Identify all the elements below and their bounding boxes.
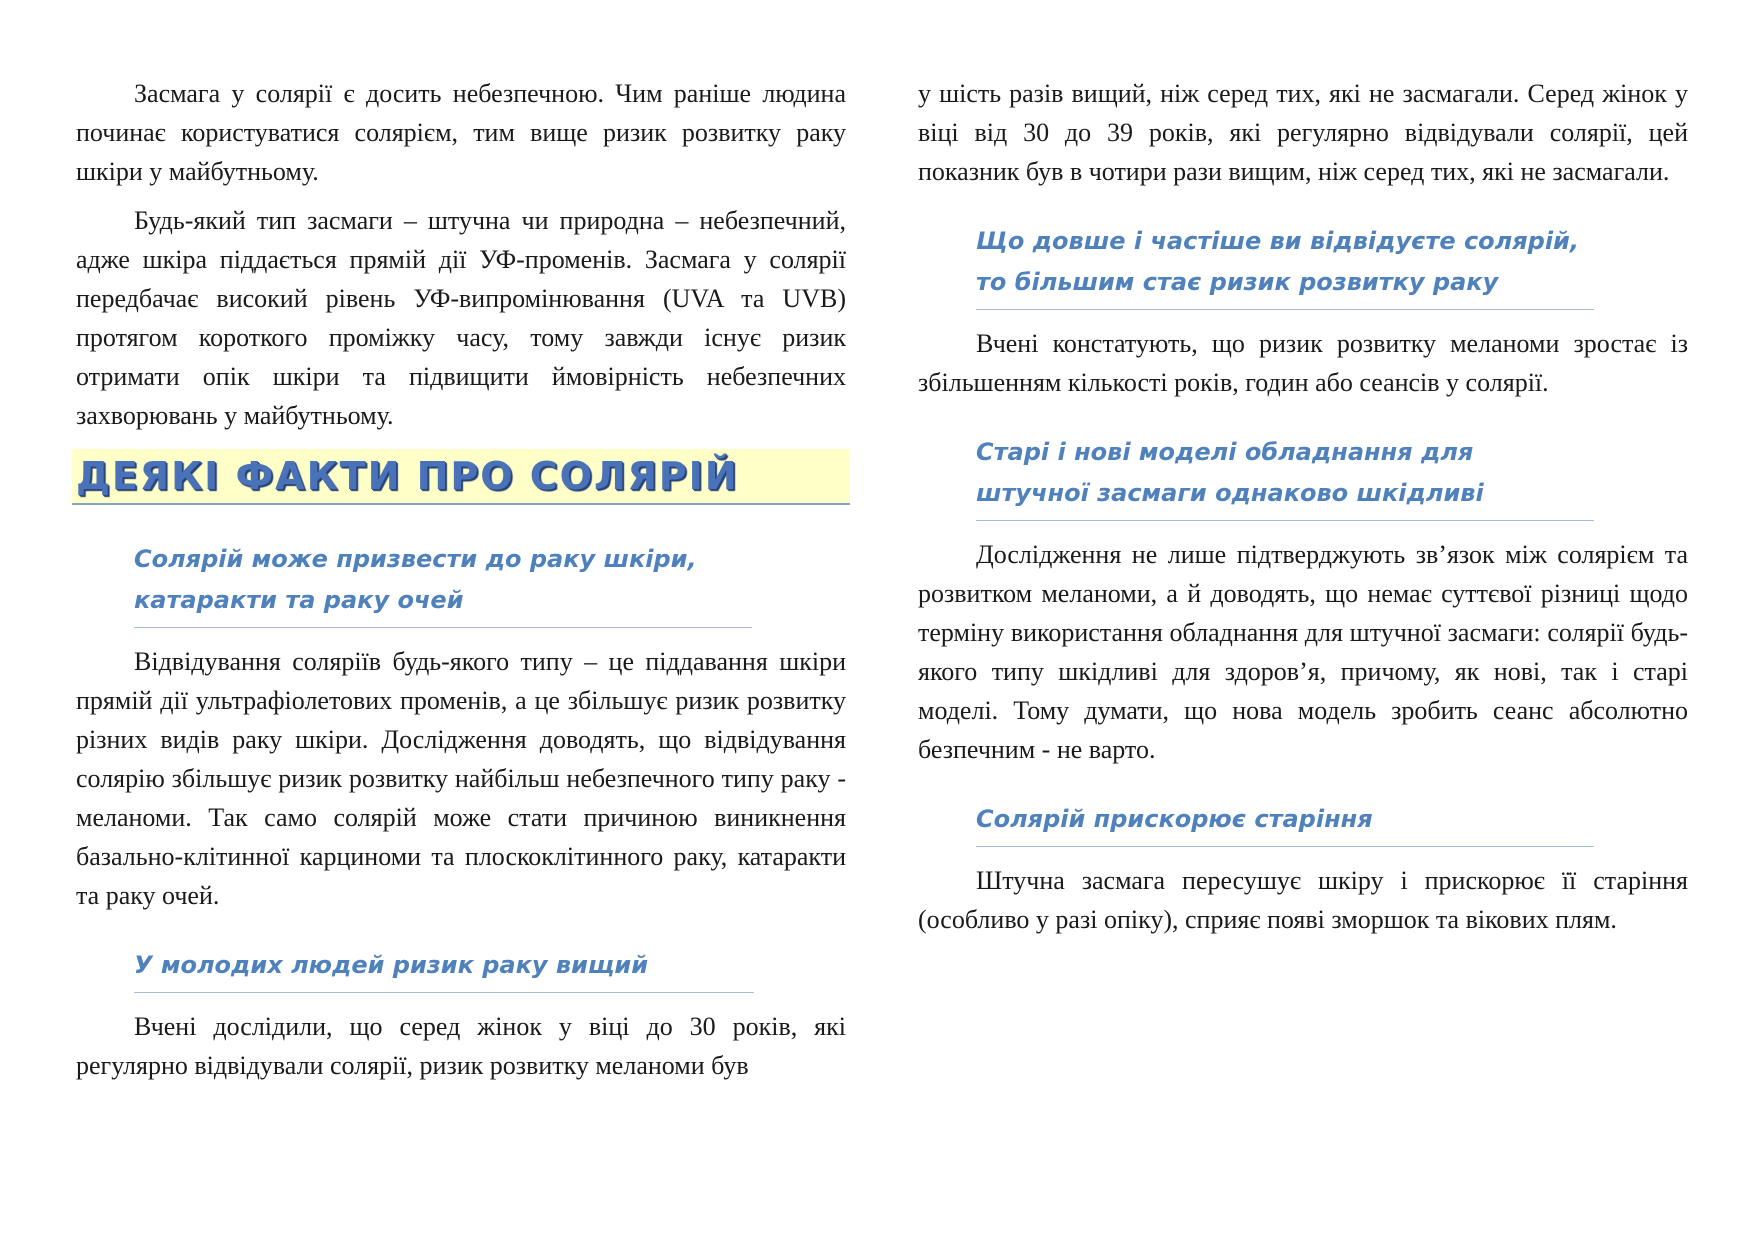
right-column xyxy=(918,74,1688,949)
subheading-frequency: Що довше і частіше ви відвідуєте солярій, то більшим стає ризик розвитку раку xyxy=(976,221,1594,310)
section-title: ДЕЯКІ ФАКТИ ПРО СОЛЯРІЙ xyxy=(72,449,850,505)
subheading-cancer-risk: Солярій може призвести до раку шкіри, катаракти та раку очей xyxy=(134,539,752,628)
paragraph-young-people: Вчені дослідили, що серед жінок у віці до 30 років, які регулярно відвідували солярії, ризик розвитку меланоми був xyxy=(76,1012,846,1080)
left-column xyxy=(76,74,846,1095)
paragraph-intro: Засмага у солярії є досить небезпечною. Чим раніше людина починає користуватися солярієм, тим вище ризик розвитку раку шкіри у майбутньому. xyxy=(76,79,846,186)
subheading-young-people: У молодих людей ризик раку вищий xyxy=(134,945,754,993)
paragraph-frequency: Вчені констатують, що ризик розвитку меланоми зростає із збільшенням кількості років, годин або сеансів у солярії. xyxy=(918,329,1688,397)
paragraph-cancer-risk: Відвідування соляріїв будь-якого типу – це піддавання шкіри прямій дії ультрафіолетових променів, а це збільшує ризик розвитку різних видів раку шкіри. Дослідження доводять, що відвідування солярію збільшує ризик розвитку найбільш небезпечного типу раку - меланоми. Так само солярій може стати причиною виникнення базально-клітинної карциноми та плоскоклітинного раку, катаракти та раку очей. xyxy=(76,647,846,910)
subheading-aging: Солярій прискорює старіння xyxy=(976,799,1594,847)
paragraph-equipment: Дослідження не лише підтверджують зв’язок між солярієм та розвитком меланоми, а й доводять, що немає суттєвої різниці щодо терміну використання обладнання для штучної засмаги: солярії будь-якого типу шкідливі для здоров’я, причому, як нові, так і старі моделі. Тому думати, що нова модель зробить сеанс абсолютно безпечним - не варто. xyxy=(918,540,1688,764)
subheading-equipment: Старі і нові моделі обладнання для штучної засмаги однаково шкідливі xyxy=(976,432,1594,521)
paragraph-tan-types: Будь-який тип засмаги – штучна чи природна – небезпечний, адже шкіра піддається прямій дії УФ-променів. Засмага у солярії передбачає високий рівень УФ-випромінювання (UVA та UVB) протягом короткого проміжку часу, тому завжди існує ризик отримати опік шкіри та підвищити ймовірність небезпечних захворювань у майбутньому. xyxy=(76,206,846,430)
paragraph-aging: Штучна засмага пересушує шкіру і прискорює її старіння (особливо у разі опіку), сприяє появі зморшок та вікових плям. xyxy=(918,866,1688,934)
paragraph-young-people-continued: у шість разів вищий, ніж серед тих, які не засмагали. Серед жінок у віці від 30 до 39 років, які регулярно відвідували солярії, цей показник був в чотири рази вищим, ніж серед тих, які не засмагали. xyxy=(918,79,1688,186)
